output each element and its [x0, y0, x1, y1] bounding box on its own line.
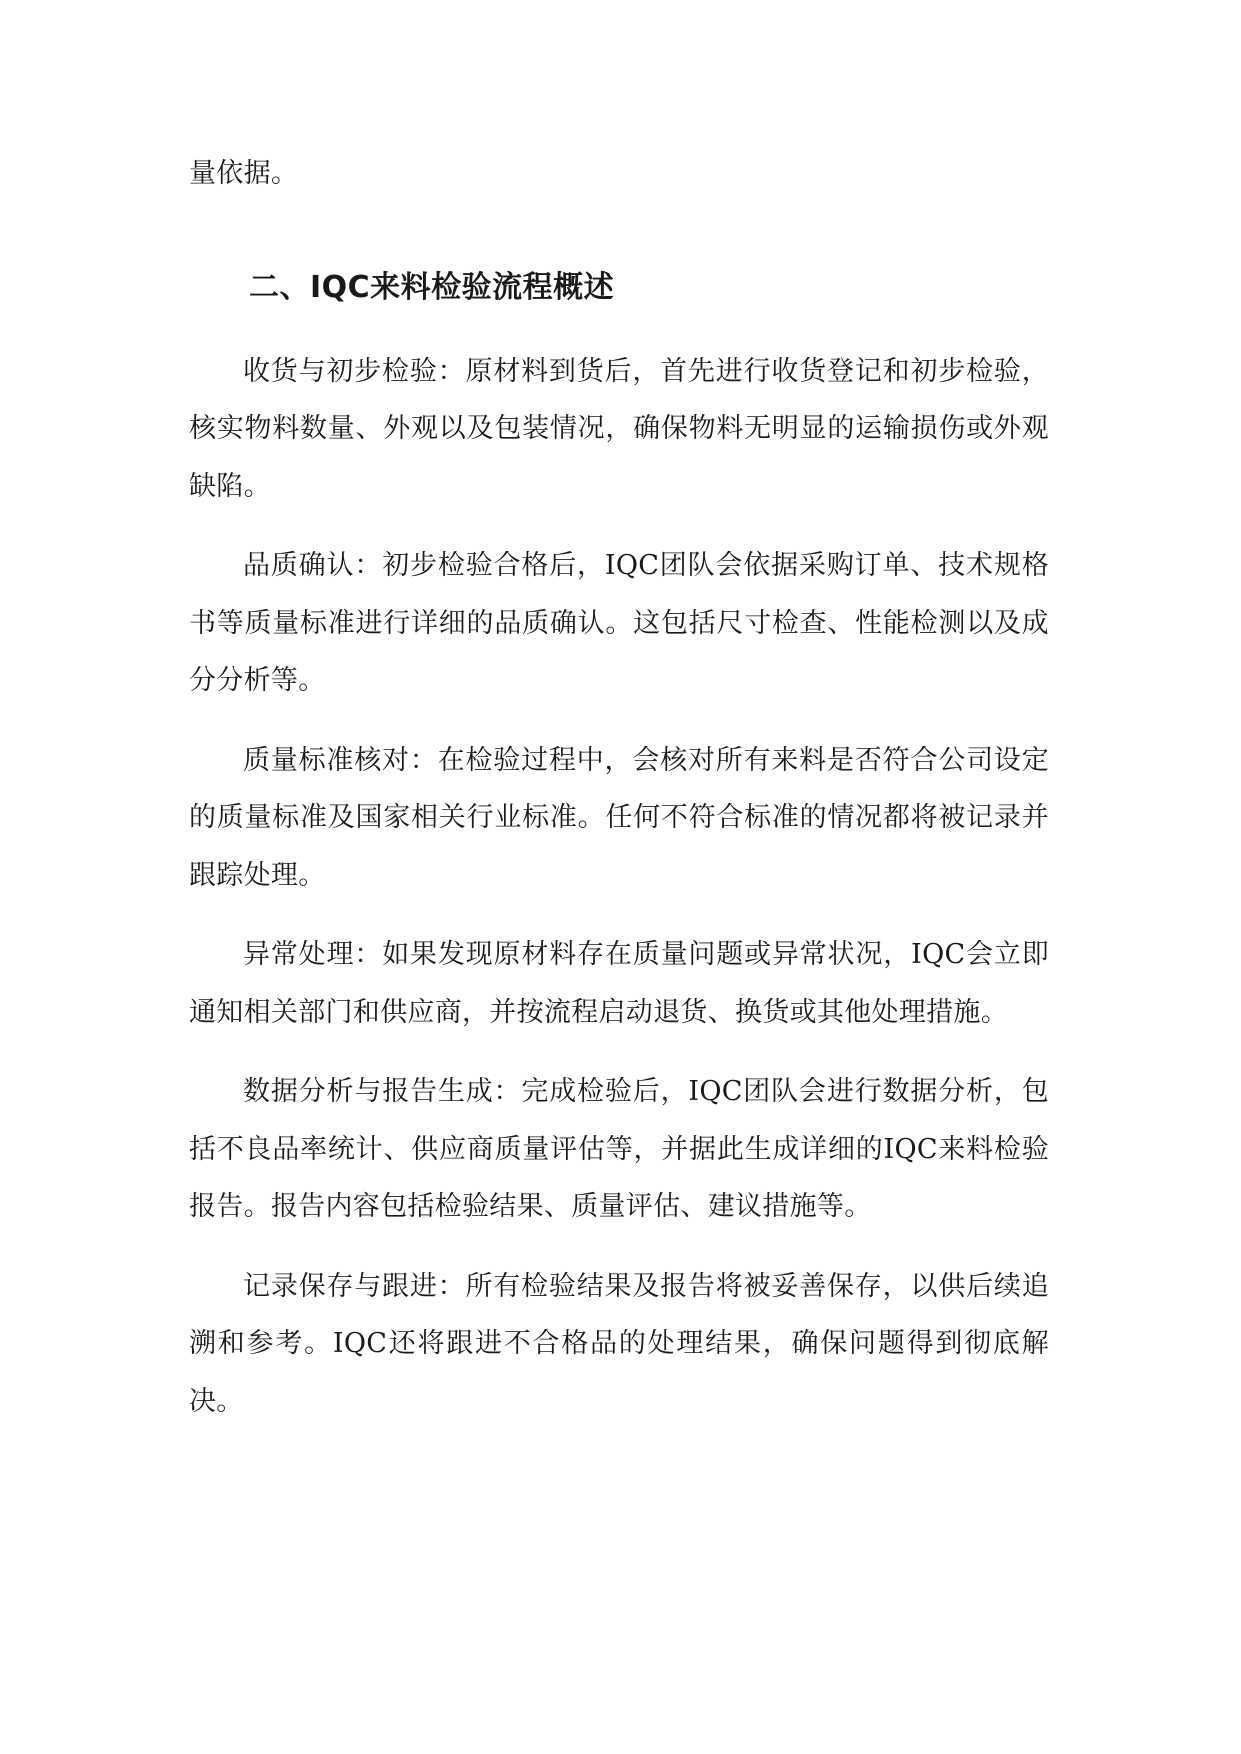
paragraph-quality-confirmation: 品质确认：初步检验合格后，IQC团队会依据采购订单、技术规格书等质量标准进行详细的品质确认。这包括尺寸检查、性能检测以及成分分析等。: [189, 550, 1049, 696]
paragraph-receiving-inspection: 收货与初步检验：原材料到货后，首先进行收货登记和初步检验，核实物料数量、外观以及包装情况，确保物料无明显的运输损伤或外观缺陷。: [189, 355, 1049, 502]
paragraph-data-analysis-report: 数据分析与报告生成：完成检验后，IQC团队会进行数据分析，包括不良品率统计、供应商质量评估等，并据此生成详细的IQC来料检验报告。报告内容包括检验结果、质量评估、建议措施等。: [189, 1076, 1049, 1222]
paragraph-record-followup: 记录保存与跟进：所有检验结果及报告将被妥善保存，以供后续追溯和参考。IQC还将跟进不合格品的处理结果，确保问题得到彻底解决。: [189, 1270, 1049, 1417]
paragraph-exception-handling: 异常处理：如果发现原材料存在质量问题或异常状况，IQC会立即通知相关部门和供应商，并按流程启动退货、换货或其他处理措施。: [189, 939, 1049, 1028]
document-body: [189, 145, 1049, 1452]
continued-paragraph: 量依据。: [189, 158, 299, 189]
section-heading: 二、IQC来料检验流程概述: [249, 269, 615, 305]
paragraph-standard-verification: 质量标准核对：在检验过程中，会核对所有来料是否符合公司设定的质量标准及国家相关行业标准。任何不符合标准的情况都将被记录并跟踪处理。: [189, 744, 1049, 891]
